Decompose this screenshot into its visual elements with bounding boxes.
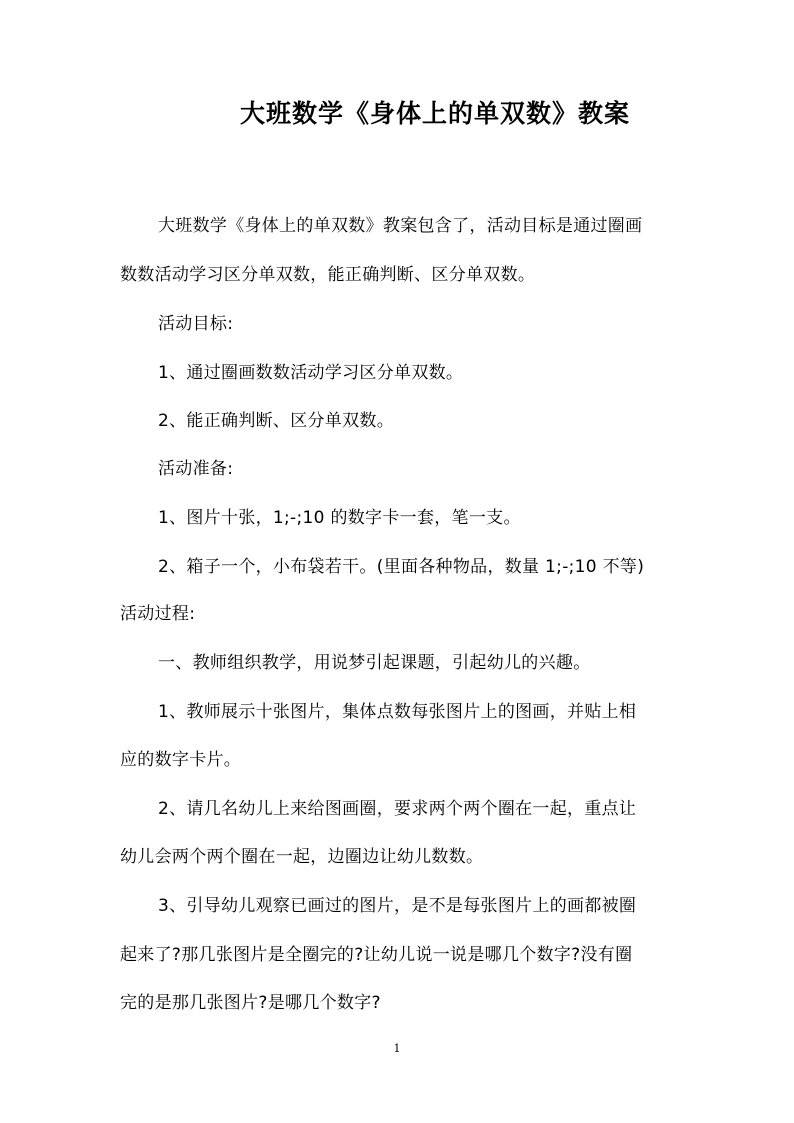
paragraph-line: 大班数学《身体上的单双数》教案包含了，活动目标是通过圈画 — [158, 216, 643, 236]
paragraph-line: 2、请几名幼儿上来给图画圈，要求两个两个圈在一起，重点让 — [158, 799, 637, 819]
paragraph-line: 幼儿会两个两个圈在一起，边圈边让幼儿数数。 — [120, 847, 484, 867]
paragraph-line: 应的数字卡片。 — [120, 750, 242, 770]
paragraph-line: 起来了?那几张图片是全圈完的?让幼儿说一说是哪几个数字?没有圈 — [120, 945, 633, 965]
section-heading-preparation: 活动准备: — [158, 459, 234, 479]
section-heading-process: 活动过程: — [120, 604, 196, 624]
list-item: 一、教师组织教学，用说梦引起课题，引起幼儿的兴趣。 — [158, 653, 591, 673]
page-number: 1 — [393, 1042, 401, 1055]
document-title: 大班数学《身体上的单双数》教案 — [239, 99, 630, 128]
list-item: 2、能正确判断、区分单双数。 — [158, 411, 395, 431]
paragraph-line: 3、引导幼儿观察已画过的图片，是不是每张图片上的画都被圈 — [158, 896, 637, 916]
section-heading-goals: 活动目标: — [158, 314, 234, 334]
paragraph-line: 数数活动学习区分单双数，能正确判断、区分单双数。 — [120, 265, 536, 285]
list-item: 1、通过圈画数数活动学习区分单双数。 — [158, 363, 464, 383]
list-item: 2、箱子一个，小布袋若干。(里面各种物品，数量 1;-;10 不等) — [158, 557, 645, 577]
paragraph-line: 1、教师展示十张图片，集体点数每张图片上的图画，并贴上相 — [158, 702, 637, 722]
list-item: 1、图片十张，1;-;10 的数字卡一套，笔一支。 — [158, 508, 521, 528]
paragraph-line: 完的是那几张图片?是哪几个数字? — [120, 993, 381, 1013]
